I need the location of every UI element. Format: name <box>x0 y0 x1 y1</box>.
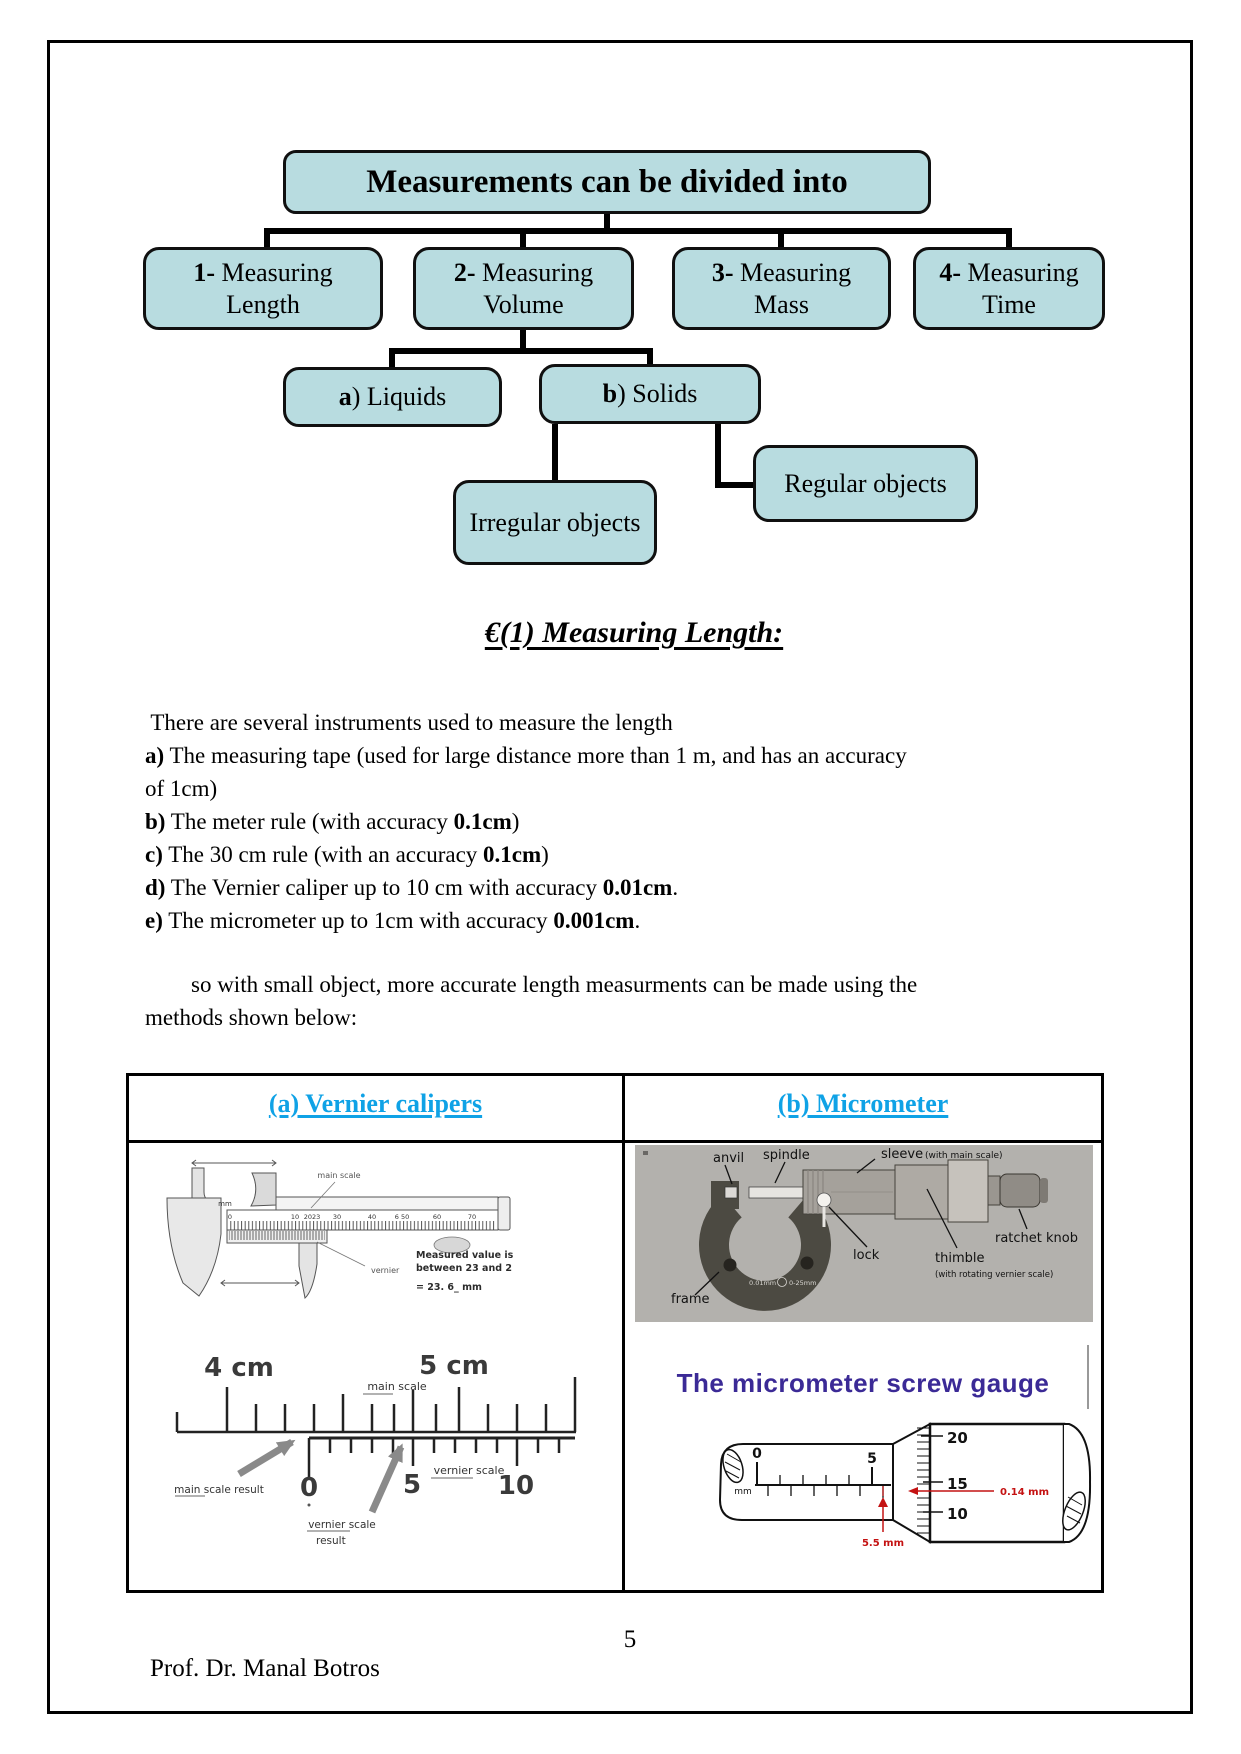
frame-label: frame <box>671 1292 710 1307</box>
anvil-shape <box>725 1187 737 1198</box>
flowchart-title-box <box>283 150 931 214</box>
spindle-shape <box>749 1187 805 1198</box>
main-result-arrow <box>239 1442 292 1474</box>
gauge-0: 0 <box>752 1446 762 1462</box>
thimble-10: 10 <box>947 1505 968 1523</box>
node-text <box>426 257 621 320</box>
node-number: 2- <box>453 257 476 287</box>
vernier-result-label2: result <box>316 1535 346 1547</box>
node-label: Measuring Mass <box>733 257 852 319</box>
node-text <box>685 257 878 320</box>
text-line: methods shown below: <box>145 1005 358 1030</box>
vernier-result-arrow <box>372 1447 401 1512</box>
vernier-caliper-figure <box>165 1148 615 1320</box>
vernier-scale-label: vernier scale <box>433 1464 505 1477</box>
text-line: a) The measuring tape (used for large distance more than 1 m, and has an accuracy <box>145 743 907 768</box>
text-line: b) The meter rule (with accuracy 0.1cm) <box>145 809 520 834</box>
ratchet-knob-shape <box>1000 1174 1040 1207</box>
flowchart-node-volume <box>413 247 634 330</box>
scale-number: 10 <box>290 1213 300 1221</box>
flowchart-node-liquids <box>283 367 502 427</box>
node-number: 4- <box>939 257 961 287</box>
node-number: b <box>602 379 618 409</box>
node-label: Measuring Volume <box>475 257 594 319</box>
gauge-mm: mm <box>734 1487 752 1497</box>
section-heading-text: €(1) Measuring Length: <box>484 616 784 649</box>
main-scale-label: main scale <box>367 1380 427 1393</box>
text-line: of 1cm) <box>145 776 218 801</box>
screw-gauge-figure <box>625 1412 1095 1557</box>
connector-line <box>715 482 757 488</box>
vernier-result-label: vernier scale <box>308 1519 376 1531</box>
connector-line <box>389 348 653 354</box>
text-line: e) The micrometer up to 1cm with accuracy 0.001cm. <box>145 908 641 933</box>
flowchart-title: Measurements can be divided into <box>366 163 848 200</box>
sleeve-note: (with main scale) <box>925 1151 1003 1161</box>
text-line: so with small object, more accurate length measurments can be made using the <box>191 972 918 997</box>
section-heading <box>27 616 1241 650</box>
sleeve-reading: 5.5 mm <box>861 1538 905 1549</box>
scale-number: 6 50 <box>394 1213 410 1221</box>
measured-value-line: between 23 and 2 <box>416 1263 512 1274</box>
flowchart-node-irregular <box>453 480 657 565</box>
node-label: Measuring Length <box>214 257 333 319</box>
lock-label: lock <box>853 1248 880 1263</box>
connector-line <box>552 424 558 482</box>
page-number: 5 <box>623 1626 637 1653</box>
anvil-label: anvil <box>713 1151 745 1166</box>
scale-number: 2023 <box>303 1213 321 1221</box>
gauge-5: 5 <box>867 1451 877 1467</box>
scale-number: 70 <box>467 1213 477 1221</box>
node-number: 1- <box>193 257 215 287</box>
flowchart-node-length <box>143 247 383 330</box>
sleeve-label: sleeve <box>881 1147 924 1162</box>
thimble-15: 15 <box>947 1475 968 1493</box>
connector-line <box>715 424 721 488</box>
gauge-title: The micrometer screw gauge <box>676 1368 1050 1398</box>
cm5-label: 5 cm <box>419 1351 489 1381</box>
cm4-label: 4 cm <box>204 1353 274 1383</box>
measured-value-line: = 23. 6_ mm <box>416 1282 482 1293</box>
thimble-label: thimble <box>935 1251 985 1266</box>
flowchart-node-solids <box>539 364 761 424</box>
text-line: There are several instruments used to measure the length <box>145 710 673 735</box>
vernier-label: vernier <box>371 1266 400 1275</box>
node-label: Irregular objects <box>469 507 641 537</box>
spindle-label: spindle <box>763 1148 810 1163</box>
node-label: ) Solids <box>617 379 698 409</box>
main-scale-ticks <box>229 1221 496 1230</box>
node-text <box>603 378 698 410</box>
flowchart-node-regular <box>753 445 978 522</box>
frame-marking: 0.01mm <box>749 1279 777 1287</box>
body-text <box>145 706 907 937</box>
table-header-micrometer: (b) Micrometer <box>777 1089 949 1118</box>
table-header-vernier: (a) Vernier calipers <box>268 1089 483 1118</box>
vernier-0: 0 <box>299 1473 319 1503</box>
frame-marking: 0-25mm <box>789 1279 817 1287</box>
main-result-label: main scale result <box>174 1484 264 1496</box>
vernier-reading-figure <box>135 1350 625 1550</box>
scale-number: 30 <box>332 1213 342 1221</box>
node-text <box>156 257 370 320</box>
vernier-scale-ticks <box>229 1231 325 1240</box>
node-number: a <box>338 382 352 412</box>
flowchart-node-time <box>913 247 1105 330</box>
thimble-reading: 0.14 mm <box>1000 1487 1049 1498</box>
node-number: 3- <box>711 257 734 287</box>
node-label: Measuring Time <box>960 257 1079 319</box>
vernier-5: 5 <box>402 1470 422 1500</box>
connector-line <box>264 228 1012 234</box>
closing-paragraph <box>145 968 917 1034</box>
thimble-note: (with rotating vernier scale) <box>935 1270 1054 1280</box>
scale-number: 0 <box>227 1213 233 1221</box>
micrometer-photo <box>635 1145 1093 1322</box>
lock-shape <box>817 1193 831 1207</box>
flowchart-node-mass <box>672 247 891 330</box>
node-label: ) Liquids <box>351 382 447 412</box>
scale-number: 60 <box>432 1213 442 1221</box>
table-border <box>129 1140 1101 1143</box>
text-line: d) The Vernier caliper up to 10 cm with accuracy 0.01cm. <box>145 875 679 900</box>
main-scale-label: main scale <box>317 1171 361 1180</box>
author-footer: Prof. Dr. Manal Botros <box>150 1655 380 1682</box>
node-text <box>926 257 1092 320</box>
stray-mark <box>1087 1345 1089 1409</box>
connector-line <box>520 330 526 350</box>
node-label: Regular objects <box>784 468 947 498</box>
scale-number: 40 <box>367 1213 377 1221</box>
vernier-10: 10 <box>497 1471 535 1501</box>
mm-label: mm <box>218 1200 232 1208</box>
thimble-20: 20 <box>947 1429 968 1447</box>
node-text <box>339 381 447 413</box>
ratchet-label: ratchet knob <box>995 1231 1078 1246</box>
measured-value-line: Measured value is <box>416 1250 514 1261</box>
text-line: c) The 30 cm rule (with an accuracy 0.1cm) <box>145 842 549 867</box>
thimble-shape <box>895 1165 948 1219</box>
